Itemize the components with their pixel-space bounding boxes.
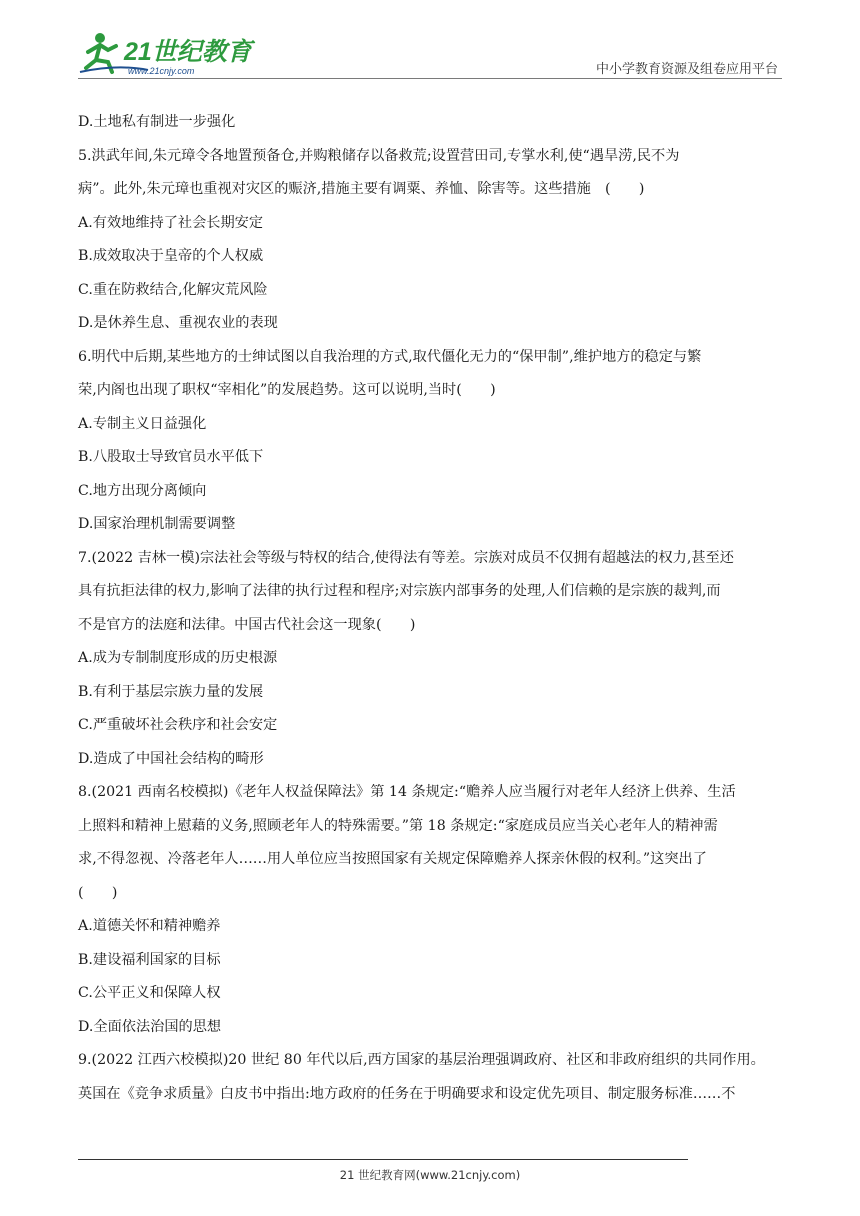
answer-option: B.建设福利国家的目标: [78, 951, 221, 968]
question-line: 上照料和精神上慰藉的义务,照顾老年人的特殊需要。”第 18 条规定:“家庭成员应当关心老年人的精神需: [78, 817, 718, 834]
header-divider: [78, 78, 782, 79]
question-line: 求,不得忽视、冷落老年人……用人单位应当按照国家有关规定保障赡养人探亲休假的权利。”这突出了: [78, 851, 707, 867]
site-logo: [78, 30, 268, 78]
answer-option: B.成效取决于皇帝的个人权威: [78, 248, 264, 264]
answer-option: A.道德关怀和精神赡养: [78, 918, 221, 934]
answer-option: C.重在防救结合,化解灾荒风险: [78, 281, 268, 298]
answer-option: A.有效地维持了社会长期安定: [78, 214, 264, 231]
question-line: 荣,内阁也出现了职权“宰相化”的发展趋势。这可以说明,当时( ): [78, 382, 496, 398]
answer-option: A.专制主义日益强化: [78, 415, 207, 432]
question-stem: [78, 1044, 782, 1111]
answer-option: C.地方出现分离倾向: [78, 482, 207, 499]
question-line: 7.(2022 吉林一模)宗法社会等级与特权的结合,使得法有等差。宗族对成员不仅拥有超越法的权力,甚至还: [78, 549, 734, 566]
answer-option: D.土地私有制进一步强化: [78, 114, 236, 130]
answer-option: D.造成了中国社会结构的畸形: [78, 750, 264, 767]
svg-text:21世纪教育: 21世纪教育: [124, 38, 252, 66]
question-line: 具有抗拒法律的权力,影响了法律的执行过程和程序;对宗族内部事务的处理,人们信赖的是宗族的裁判,而: [78, 583, 721, 599]
question-line: 5.洪武年间,朱元璋令各地置预备仓,并购粮储存以备救荒;设置营田司,专掌水利,使“遇旱涝,民不为: [78, 147, 680, 164]
footer-divider: [78, 1159, 688, 1160]
platform-name: 中小学教育资源及组卷应用平台: [595, 62, 778, 77]
svg-text:www.21cnjy.com: www.21cnjy.com: [128, 66, 195, 76]
question-line: 英国在《竞争求质量》白皮书中指出:地方政府的任务在于明确要求和设定优先项目、制定服务标准……不: [78, 1085, 736, 1102]
question-stem: [78, 542, 782, 643]
answer-option: C.严重破坏社会秩序和社会安定: [78, 717, 278, 733]
answer-option: C.公平正义和保障人权: [78, 985, 221, 1001]
question-stem: [78, 341, 782, 408]
answer-option: B.八股取士导致官员水平低下: [78, 449, 264, 465]
question-stem: [78, 776, 782, 910]
answer-option: D.是休养生息、重视农业的表现: [78, 315, 278, 331]
question-line: 不是官方的法庭和法律。中国古代社会这一现象( ): [78, 616, 416, 633]
question-line: 8.(2021 西南名校模拟)《老年人权益保障法》第 14 条规定:“赡养人应当履行对老年人经济上供养、生活: [78, 784, 736, 800]
answer-option: B.有利于基层宗族力量的发展: [78, 683, 264, 700]
question-stem: [78, 140, 782, 207]
page-header: [78, 28, 782, 80]
answer-option: D.国家治理机制需要调整: [78, 516, 236, 532]
question-content: [78, 106, 782, 1111]
question-line: 9.(2022 江西六校模拟)20 世纪 80 年代以后,西方国家的基层治理强调政府、社区和非政府组织的共同作用。: [78, 1052, 765, 1068]
footer-text: 21 世纪教育网(www.21cnjy.com): [339, 1168, 521, 1182]
question-line: ( ): [78, 884, 118, 901]
answer-option: A.成为专制制度形成的历史根源: [78, 650, 278, 666]
answer-option: D.全面依法治国的思想: [78, 1018, 222, 1035]
question-line: 病”。此外,朱元璋也重视对灾区的赈济,措施主要有调粟、养恤、除害等。这些措施 ( ): [78, 181, 645, 197]
question-line: 6.明代中后期,某些地方的士绅试图以自我治理的方式,取代僵化无力的“保甲制”,维护地方的稳定与繁: [78, 348, 702, 365]
